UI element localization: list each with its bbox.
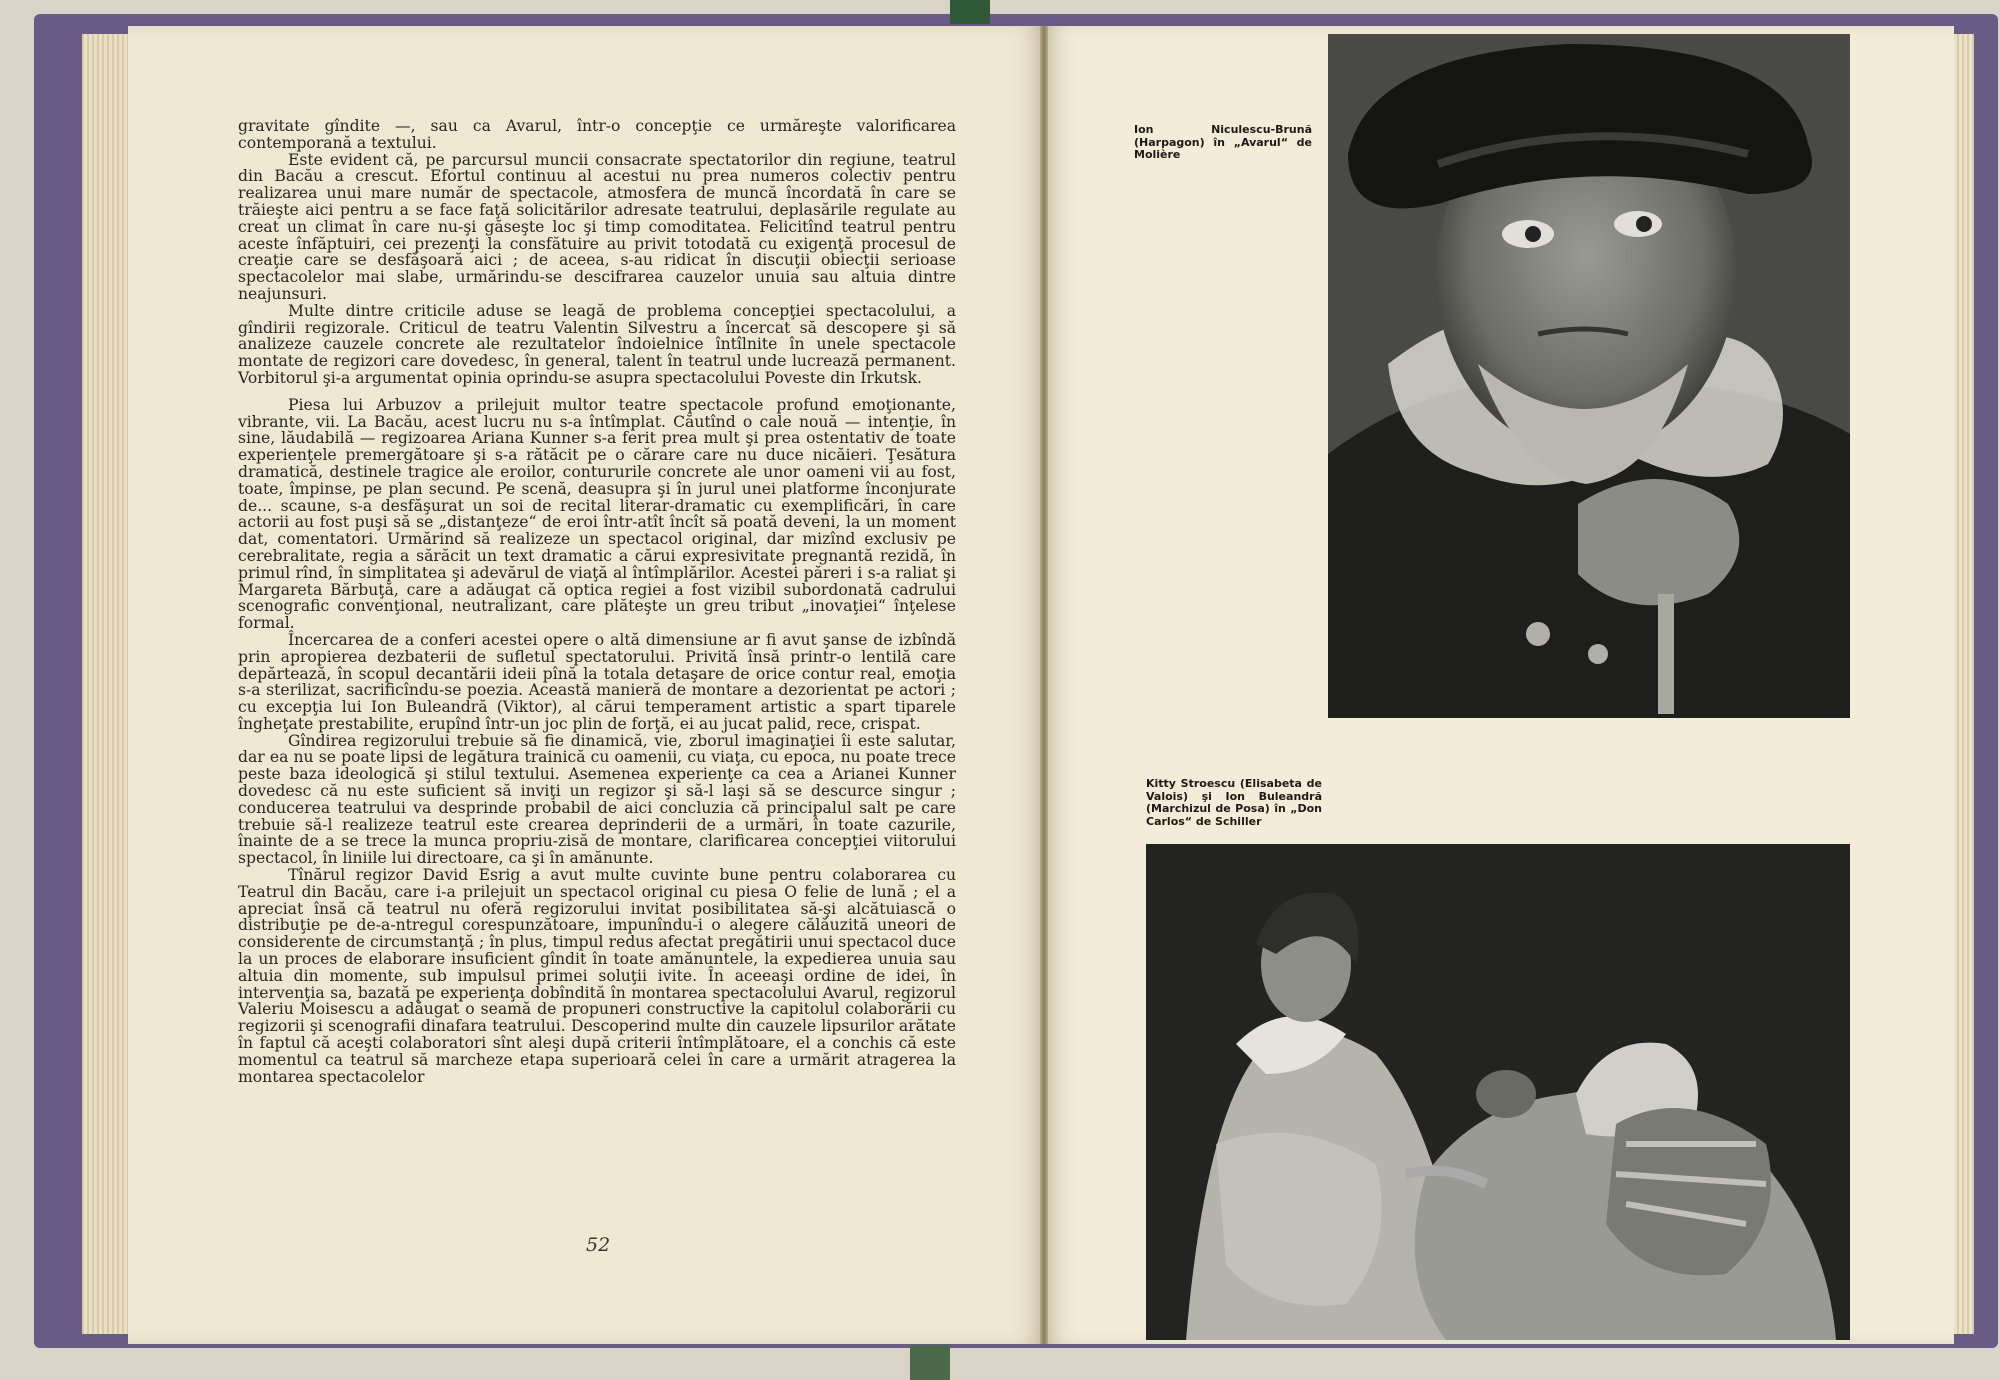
article-column (238, 118, 956, 1085)
paragraph-3: Multe dintre criticile aduse se leagă de problema concepţiei spectacolului, a gîndirii regizorale. Criticul de teatru Valentin Silvestru a încercat să descopere şi să analizeze cauzele concrete ale rezultatelor îndoielnice întîlnite în unele spectacole montate de regizori care dovedesc, în general, talent în teatrul unde lucrează permanent. Vorbitorul şi-a argumentat opinia oprindu-se asupra spectacolului Poveste din Irkutsk. (238, 301, 956, 387)
page-stack-right (1952, 34, 1974, 1334)
paragraph-4: Piesa lui Arbuzov a prilejuit multor teatre spectacole profund emoţionante, vibrante, vii. La Bacău, acest lucru nu s-a întîmplat. Căutînd o cale nouă — intenţie, în sine, lăudabilă — regizoarea Ariana Kunner s-a ferit prea mult şi prea ostentativ de toate experienţele premergătoare şi s-a rătăcit pe o cărare care nu duce nicăieri. Ţesătura dramatică, destinele tragice ale eroilor, contururile concrete ale unor oameni vii au fost, toate, împinse, pe plan secund. Pe scenă, deasupra şi în jurul unei platforme înconjurate de... scaune, s-a desfăşurat un soi de recital literar-dramatic cu exemplificări, în care actorii au fost puşi să se „distanţeze“ de eroi într-atît încît să poată deveni, la un moment dat, comentatori. Urmărind să realizeze un spectacol original, dar mizînd exclusiv pe cerebralitate, regia a sărăcit un text dramatic a cărui expresivitate pregnantă rezidă, în primul rînd, în simplitatea şi adevărul de viaţă al întîmplărilor. Acestei păreri i s-a raliat şi Margareta Bărbuţă, care a adăugat că optica regiei a fost vizibil subordonată cadrului scenografic convenţional, neutralizant, care plăteşte un greu tribut „inovaţiei“ înţelese formal. (238, 395, 956, 633)
don-carlos-photo (1146, 844, 1850, 1340)
bookmark-ribbon-bottom (910, 1345, 950, 1380)
paragraph-6: Gîndirea regizorului trebuie să fie dinamică, vie, zborul imaginaţiei îi este salutar, dar ea nu se poate lipsi de legătura trainică cu oamenii, cu viaţa, cu epoca, nu poate trece peste baza ideologică şi stilul textului. Asemenea experienţe ca cea a Arianei Kunner dovedesc că nu este suficient să inviţi un regizor şi să-l laşi să se descurce singur ; conducerea teatrului va desprinde probabil de aici concluzia că principalul salt pe care trebuie să-l realizeze teatrul este crearea deprinderii de a urmări, în toate cazurile, înainte de a se trece la munca propriu-zisă de montare, clarificarea concepţiei viitorului spectacol, în liniile lui directoare, ca şi în amănunte. (238, 731, 956, 868)
book-gutter (1040, 26, 1048, 1344)
paragraph-5: Încercarea de a conferi acestei opere o altă dimensiune ar fi avut şanse de izbîndă prin apropierea dezbaterii de sufletul spectatorului. Privită însă printr-o lentilă care depărtează, în scopul decantării ideii pînă la totala detaşare de orice contur real, emoţia s-a sterilizat, sacrificîndu-se poezia. Această manieră de montare a dezorientat pe actori ; cu excepţia lui Ion Buleandră (Viktor), al cărui temperament artistic a spart tiparele îngheţate prestabilite, erupînd într-un joc plin de forţă, ei au jucat palid, rece, crispat. (238, 630, 956, 733)
photo-caption-harpagon: Ion Niculescu-Brună (Harpagon) în „Avarul“ de Molière (1134, 123, 1312, 161)
paragraph-2: Este evident că, pe parcursul muncii consacrate spectatorilor din regiune, teatrul din Bacău a crescut. Efortul continuu al acestui nu prea numeros colectiv pentru realizarea unui mare număr de spectacole, atmosfera de muncă încordată în care se trăieşte aici pentru a se face faţă solicitărilor adresate teatrului, deplasările regulate au creat un climat în care nu-şi găseşte loc şi timp comoditatea. Felicitînd teatrul pentru aceste înfăptuiri, cei prezenţi la consfătuire au privit totodată cu exigenţă procesul de creaţie care se desfăşoară aici ; de aceea, s-au ridicat în discuţii obiecţii serioase spectacolelor mai slabe, urmărindu-se descifrarea cauzelor unuia sau altuia dintre neajunsuri. (238, 150, 956, 303)
bookmark-ribbon-top (950, 0, 990, 24)
paragraph-7: Tînărul regizor David Esrig a avut multe cuvinte bune pentru colaborarea cu Teatrul din Bacău, care i-a prilejuit un spectacol original cu piesa O felie de lună ; el a apreciat însă că teatrul nu oferă regizorului invitat posibilitatea să-şi alcătuiască o distribuţie pe de-a-ntregul corespunzătoare, impunîndu-i o alegere călăuzită uneori de considerente de circumstanţă ; în plus, timpul redus afectat pregătirii unui spectacol duce la un proces de elaborare insuficient gîndit în toate amănuntele, la expedierea unuia sau altuia din momente, sub impulsul primei soluţii ivite. În aceeaşi ordine de idei, în intervenţia sa, bazată pe experienţa dobîndită în montarea spectacolului Avarul, regizorul Valeriu Moisescu a adăugat o seamă de propuneri constructive la capitolul colaborării cu regizorii şi scenografii dinafara teatrului. Descoperind multe din cauzele lipsurilor arătate în faptul că aceşti colaboratori sînt aleşi după criterii întîmplătoare, el a conchis că este momentul ca teatrul să marcheze etapa superioară celei în care a urmărit atragerea la montarea spectacolelor (238, 866, 956, 1086)
harpagon-photo (1328, 34, 1850, 718)
paragraph-1: gravitate gîndite —, sau ca Avarul, într-o concepţie ce urmăreşte valorificarea contemporană a textului. (238, 117, 956, 152)
page-stack-left (82, 34, 130, 1334)
photo-caption-don-carlos: Kitty Stroescu (Elisabeta de Valois) şi Ion Buleandră (Marchizul de Posa) în „Don Carlos“ de Schiller (1146, 777, 1322, 828)
page-number: 52 (586, 1234, 611, 1256)
